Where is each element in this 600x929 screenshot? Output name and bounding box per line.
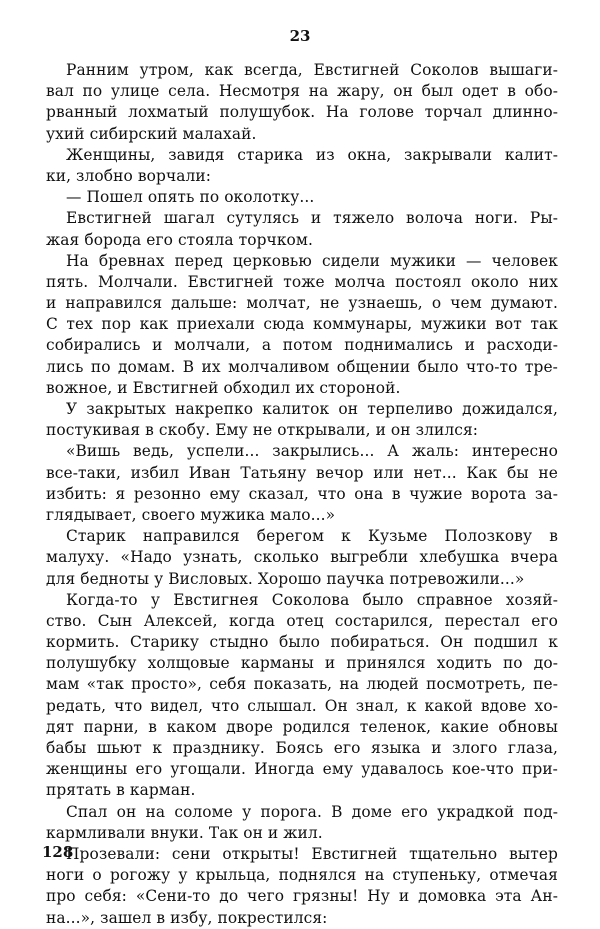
text-line: «Вишь ведь, успели... закрылись... А жаль: интересно <box>66 442 558 461</box>
text-line: бабы шьют к празднику. Боясь его языка и злого глаза, <box>46 739 558 757</box>
text-line: и направился дальше: молчат, не узнаешь, о чем думают. <box>46 294 558 313</box>
text-line: на...», зашел в избу, покрестился: <box>46 908 328 927</box>
text-line: рванный лохматый полушубок. На голове торчал длинно- <box>46 103 558 122</box>
text-line: для бедноты у Висловых. Хорошо паучка потревожили...» <box>46 569 525 588</box>
text-line: У закрытых накрепко калиток он терпеливо дожидался, <box>66 400 558 418</box>
text-line: кармливали внуки. Так он и жил. <box>46 823 323 842</box>
text-line: Женщины, завидя старика из окна, закрывали калит- <box>66 145 558 164</box>
text-line: собирались и молчали, а потом поднимались и расходи- <box>46 336 558 355</box>
text-line: Прозевали: сени открыты! Евстигней тщательно вытер <box>66 844 558 863</box>
text-line: постукивая в скобу. Ему не открывали, и он злился: <box>46 421 479 440</box>
text-line: Когда-то у Евстигнея Соколова было справное хозяй- <box>66 590 558 609</box>
text-line: ство. Сын Алексей, когда отец состарился, перестал его <box>46 611 558 630</box>
text-line: женщины его угощали. Иногда ему удавалось кое-что при- <box>46 760 558 779</box>
text-line: Старик направился берегом к Кузьме Полозкову в <box>66 527 558 546</box>
text-line: ки, злобно ворчали: <box>46 166 212 185</box>
text-line: избить: я резонно ему сказал, что она в чужие ворота за- <box>46 484 558 503</box>
text-line: ноги о рогожу у крыльца, поднялся на ступеньку, отмечая <box>46 866 558 885</box>
text-line: все-таки, избил Иван Татьяну вечор или нет... Как бы не <box>46 463 558 482</box>
text-line: лись по домам. В их молчаливом общении было что-то тре- <box>46 357 558 376</box>
text-line: полушубку холщовые карманы и принялся ходить по до- <box>46 654 558 673</box>
text-line: — Пошел опять по околотку... <box>66 188 315 207</box>
text-line: пять. Молчали. Евстигней тоже молча постоял около них <box>46 272 558 291</box>
text-line: Спал он на соломе у порога. В доме его украдкой под- <box>66 802 558 821</box>
text-line: вал по улице села. Несмотря на жару, он был одет в обо- <box>46 82 558 101</box>
text-line: кормить. Старику стыдно было побираться. Он подшил к <box>46 633 558 652</box>
text-line: дят парни, в каком дворе родился теленок, какие обновы <box>46 717 558 736</box>
page-number: 23 <box>289 27 311 45</box>
text-line: мам «так просто», себя показать, на людей посмотреть, пе- <box>46 675 558 694</box>
text-line: прятать в карман. <box>46 781 196 800</box>
text-line: малуху. «Надо узнать, сколько выгребли хлебушка вчера <box>46 548 558 567</box>
sheet-number: 128 <box>42 843 74 861</box>
text-line: Ранним утром, как всегда, Евстигней Соколов вышаги- <box>66 61 558 79</box>
text-line: редать, что видел, что слышал. Он знал, к какой вдове хо- <box>46 696 558 715</box>
text-line: про себя: «Сени-то до чего грязны! Ну и домовка эта Ан- <box>46 887 558 906</box>
text-line: вожное, и Евстигней обходил их стороной. <box>46 378 401 397</box>
text-line: Евстигней шагал сутулясь и тяжело волоча ноги. Ры- <box>66 209 558 228</box>
text-line: глядывает, своего мужика мало...» <box>46 505 336 524</box>
text-line: С тех пор как приехали сюда коммунары, мужики вот так <box>46 315 558 334</box>
text-line: ухий сибирский малахай. <box>46 124 257 143</box>
body-text <box>46 60 558 929</box>
text-line: жая борода его стояла торчком. <box>46 230 313 249</box>
text-line: На бревнах перед церковью сидели мужики — человек <box>66 251 558 270</box>
